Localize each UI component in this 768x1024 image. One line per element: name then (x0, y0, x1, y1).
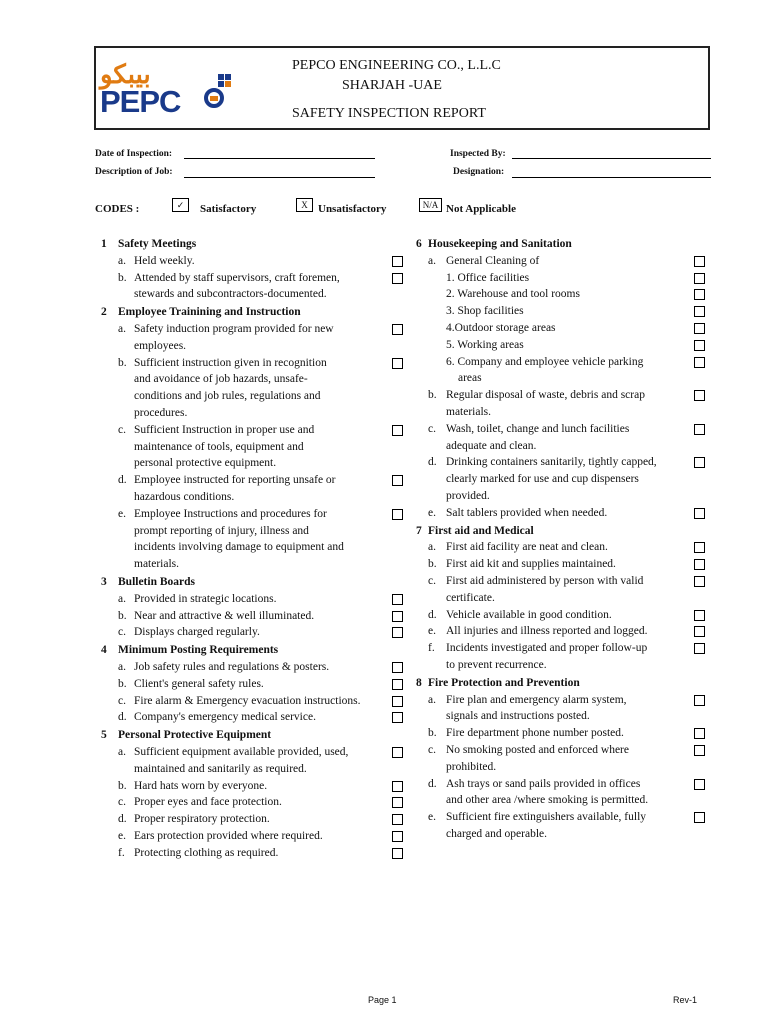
item-letter: c. (118, 694, 126, 707)
item-letter: d. (428, 456, 437, 469)
item-text: Displays charged regularly. (134, 626, 260, 639)
section-number: 1 (101, 238, 107, 250)
designation-label: Designation: (453, 167, 505, 177)
item-text: Sufficient fire extinguishers available, fully (446, 811, 647, 824)
inspected-by-field[interactable] (512, 158, 711, 159)
checkbox[interactable] (392, 425, 403, 436)
item-text: stewards and subcontractors-documented. (134, 288, 327, 301)
item-text: Proper respiratory protection. (134, 813, 270, 826)
section-number: 3 (101, 576, 107, 588)
item-text: prohibited. (446, 760, 497, 773)
item-text: Fire alarm & Emergency evacuation instructions. (134, 694, 361, 707)
item-letter: f. (118, 846, 125, 859)
item-text: personal protective equipment. (134, 457, 277, 470)
item-text: All injuries and illness reported and logged. (446, 625, 648, 638)
checkbox[interactable] (392, 679, 403, 690)
item-text: procedures. (134, 407, 188, 419)
item-text: Employee Instructions and procedures for (134, 507, 327, 520)
item-letter: b. (118, 271, 127, 284)
item-text: Employee instructed for reporting unsafe or (134, 474, 336, 487)
item-text: incidents involving damage to equipment and (134, 541, 344, 554)
checkbox[interactable] (694, 256, 705, 267)
item-letter: c. (428, 744, 436, 756)
checkbox[interactable] (694, 289, 705, 300)
item-letter: b. (428, 558, 437, 571)
revision-label: Rev-1 (673, 995, 698, 1005)
checkbox[interactable] (392, 696, 403, 707)
item-text: prompt reporting of injury, illness and (134, 524, 309, 537)
item-text: Vehicle available in good condition. (446, 608, 612, 621)
item-text: Sufficient instruction given in recognition (134, 356, 327, 369)
item-text: Wash, toilet, change and lunch facilities (446, 422, 630, 435)
item-text: Hard hats worn by everyone. (134, 779, 268, 792)
item-letter: c. (428, 422, 436, 435)
item-text: Near and attractive & well illuminated. (134, 609, 315, 622)
item-text: Fire department phone number posted. (446, 727, 624, 740)
checkbox[interactable] (392, 627, 403, 638)
checkbox[interactable] (694, 273, 705, 284)
item-text: to prevent recurrence. (446, 659, 547, 671)
date-of-inspection-label: Date of Inspection: (95, 149, 173, 159)
item-letter: a. (428, 254, 436, 267)
item-text: and avoidance of job hazards, unsafe- (134, 373, 308, 386)
checkbox[interactable] (694, 695, 705, 706)
item-text: Job safety rules and regulations & posters. (134, 661, 330, 673)
report-header (94, 46, 710, 130)
checkbox[interactable] (694, 745, 705, 756)
item-text: charged and operable. (446, 828, 548, 840)
codes-label: CODES : (95, 203, 140, 215)
checkbox[interactable] (392, 814, 403, 825)
item-letter: d. (428, 777, 437, 790)
sub-item-text: areas (458, 372, 482, 385)
item-text: First aid kit and supplies maintained. (446, 558, 616, 571)
checkbox[interactable] (392, 324, 403, 335)
item-text: clearly marked for use and cup dispensers (446, 473, 639, 486)
section-title: Housekeeping and Sanitation (428, 238, 572, 250)
item-text: Sufficient equipment available provided, used, (134, 746, 349, 758)
item-letter: c. (118, 796, 126, 809)
section-title: Fire Protection and Prevention (428, 676, 580, 689)
sub-item-text: 6. Company and employee vehicle parking (446, 355, 644, 368)
checkbox[interactable] (392, 747, 403, 758)
checkbox[interactable] (694, 812, 705, 823)
item-text: Attended by staff supervisors, craft foremen, (134, 271, 340, 284)
item-text: No smoking posted and enforced where (446, 744, 629, 756)
satisfactory-code-box: ✓ (172, 198, 189, 212)
checkbox[interactable] (392, 256, 403, 267)
sub-item-text: 3. Shop facilities (446, 305, 524, 318)
item-text: Provided in strategic locations. (134, 592, 277, 605)
checkbox[interactable] (694, 457, 705, 468)
section-title: Employee Trainining and Instruction (118, 306, 301, 319)
checkbox[interactable] (392, 509, 403, 520)
not-applicable-code-box: N/A (419, 198, 442, 212)
section-number: 5 (101, 729, 107, 742)
item-letter: a. (118, 661, 126, 673)
item-letter: b. (118, 609, 127, 622)
checkbox[interactable] (392, 611, 403, 622)
checkbox[interactable] (392, 475, 403, 486)
item-letter: a. (428, 693, 436, 706)
section-number: 6 (416, 238, 422, 250)
checkbox[interactable] (694, 357, 705, 368)
item-letter: f. (428, 642, 435, 655)
checkbox[interactable] (392, 662, 403, 673)
item-letter: e. (118, 507, 126, 520)
item-text: Proper eyes and face protection. (134, 796, 282, 809)
item-text: Incidents investigated and proper follow-up (446, 642, 648, 655)
section-number: 8 (416, 676, 422, 689)
item-text: Held weekly. (134, 254, 195, 267)
item-letter: d. (118, 813, 127, 826)
checkbox[interactable] (694, 306, 705, 317)
item-letter: e. (428, 625, 436, 638)
section-title: First aid and Medical (428, 524, 534, 537)
item-letter: c. (428, 575, 436, 587)
section-title: Minimum Posting Requirements (118, 644, 279, 657)
unsatisfactory-code-box: X (296, 198, 313, 212)
checkbox[interactable] (694, 424, 705, 435)
section-number: 4 (101, 644, 107, 657)
item-text: Sufficient Instruction in proper use and (134, 423, 315, 436)
section-title: Bulletin Boards (118, 576, 196, 588)
item-text: employees. (134, 339, 187, 352)
item-letter: b. (118, 356, 127, 369)
item-letter: b. (118, 677, 127, 690)
checkbox[interactable] (694, 559, 705, 570)
item-text: Regular disposal of waste, debris and scrap (446, 389, 645, 402)
item-letter: a. (118, 254, 126, 267)
description-of-job-label: Description of Job: (95, 167, 173, 177)
item-letter: d. (118, 711, 127, 724)
item-letter: b. (428, 727, 437, 740)
item-letter: a. (118, 592, 126, 605)
sub-item-text: 5. Working areas (446, 338, 524, 351)
checkbox[interactable] (392, 594, 403, 605)
checkbox[interactable] (694, 576, 705, 587)
checkbox[interactable] (392, 797, 403, 808)
sub-item-text: 1. Office facilities (446, 271, 530, 284)
designation-field[interactable] (512, 177, 711, 178)
section-number: 2 (101, 306, 107, 319)
checkbox[interactable] (694, 779, 705, 790)
item-text: General Cleaning of (446, 254, 540, 267)
item-letter: e. (118, 830, 126, 842)
item-text: certificate. (446, 591, 495, 604)
item-text: maintained and sanitarily as required. (134, 762, 307, 775)
item-text: Ash trays or sand pails provided in offices (446, 777, 641, 790)
section-title: Personal Protective Equipment (118, 729, 272, 742)
checkbox[interactable] (694, 390, 705, 401)
item-letter: b. (428, 389, 437, 402)
item-letter: b. (118, 779, 127, 792)
section-number: 7 (416, 524, 422, 537)
checkbox[interactable] (694, 542, 705, 553)
company-city: SHARJAH -UAE (342, 78, 442, 93)
item-letter: c. (118, 626, 126, 639)
item-letter: c. (118, 423, 126, 436)
unsatisfactory-label: Unsatisfactory (318, 203, 387, 215)
checkbox[interactable] (694, 643, 705, 654)
item-text: hazardous conditions. (134, 491, 235, 503)
item-letter: a. (118, 746, 126, 758)
checkbox[interactable] (694, 323, 705, 334)
item-text: First aid facility are neat and clean. (446, 541, 608, 554)
not-applicable-label: Not Applicable (446, 203, 516, 215)
item-letter: a. (428, 541, 436, 554)
satisfactory-label: Satisfactory (200, 203, 257, 215)
company-name: PEPCO ENGINEERING CO., L.L.C (292, 58, 501, 73)
pepco-logo (100, 60, 230, 118)
item-letter: e. (428, 506, 436, 519)
section-title: Safety Meetings (118, 238, 197, 250)
item-letter: a. (118, 323, 126, 335)
item-text: Protecting clothing as required. (134, 846, 279, 859)
date-of-inspection-field[interactable] (184, 158, 375, 159)
item-text: provided. (446, 490, 490, 502)
item-text: Safety induction program provided for new (134, 323, 334, 335)
item-text: adequate and clean. (446, 439, 537, 452)
item-text: Ears protection provided where required. (134, 830, 323, 842)
checkbox[interactable] (392, 358, 403, 369)
item-text: Salt tablers provided when needed. (446, 506, 608, 519)
item-letter: e. (428, 811, 436, 824)
checkbox[interactable] (694, 508, 705, 519)
checkbox[interactable] (392, 831, 403, 842)
checkbox[interactable] (694, 340, 705, 351)
item-text: conditions and job rules, regulations and (134, 390, 321, 403)
sub-item-text: 2. Warehouse and tool rooms (446, 288, 580, 301)
item-letter: d. (428, 608, 437, 621)
item-letter: d. (118, 474, 127, 487)
checkbox[interactable] (392, 781, 403, 792)
logo-english-text: PEPC (100, 84, 181, 119)
description-of-job-field[interactable] (184, 177, 375, 178)
item-text: and other area /where smoking is permitted. (446, 794, 649, 807)
item-text: First aid administered by person with valid (446, 575, 644, 587)
logo-arabic-text: بيبكو (100, 60, 151, 89)
item-text: signals and instructions posted. (446, 710, 590, 723)
page-number: Page 1 (368, 995, 397, 1005)
logo-o-icon (204, 88, 224, 108)
sub-item-text: 4.Outdoor storage areas (446, 322, 556, 334)
report-title: SAFETY INSPECTION REPORT (292, 106, 486, 121)
checkbox[interactable] (392, 848, 403, 859)
checkbox[interactable] (694, 610, 705, 621)
checkbox[interactable] (694, 728, 705, 739)
item-text: Fire plan and emergency alarm system, (446, 693, 627, 706)
item-text: Drinking containers sanitarily, tightly capped, (446, 456, 657, 469)
checkbox[interactable] (694, 626, 705, 637)
item-text: materials. (446, 406, 492, 418)
item-text: materials. (134, 558, 180, 571)
item-text: Client's general safety rules. (134, 677, 264, 690)
item-text: maintenance of tools, equipment and (134, 440, 304, 453)
checkbox[interactable] (392, 712, 403, 723)
item-text: Company's emergency medical service. (134, 711, 316, 724)
inspected-by-label: Inspected By: (450, 149, 506, 159)
checkbox[interactable] (392, 273, 403, 284)
